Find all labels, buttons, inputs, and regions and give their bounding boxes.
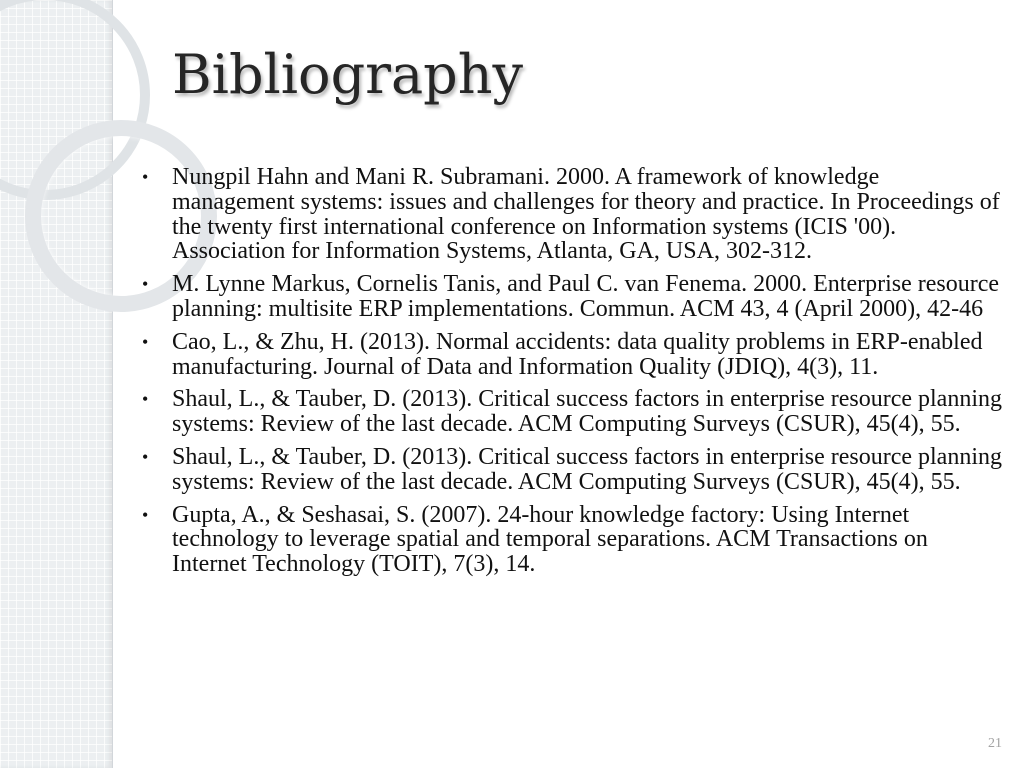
bibliography-entry bbox=[142, 386, 1006, 438]
bullet-icon: • bbox=[142, 504, 149, 525]
bibliography-list bbox=[142, 164, 1006, 585]
bibliography-entry bbox=[142, 443, 1006, 495]
reference-text: M. Lynne Markus, Cornelis Tanis, and Paul C. van Fenema. 2000. Enterprise resource planning: multisite ERP implementations. Commun. ACM 43, 4 (April 2000), 42-46 bbox=[172, 271, 1000, 322]
bullet-icon: • bbox=[142, 446, 149, 467]
reference-text: Nungpil Hahn and Mani R. Subramani. 2000. A framework of knowledge management systems: issues and challenges for theory and practice. In Proceedings of the twenty first international conference on Information systems (ICIS '00). Association for Information Systems, Atlanta, GA, USA, 302-312. bbox=[172, 164, 1000, 265]
bibliography-entry bbox=[142, 501, 1006, 578]
bibliography-entry bbox=[142, 164, 1006, 265]
reference-text: Cao, L., & Zhu, H. (2013). Normal accidents: data quality problems in ERP-enabled manufacturing. Journal of Data and Information Quality (JDIQ), 4(3), 11. bbox=[172, 328, 983, 380]
slide-number: 21 bbox=[988, 736, 1002, 751]
reference-text: Shaul, L., & Tauber, D. (2013). Critical success factors in enterprise resource planning systems: Review of the last decade. ACM Computing Surveys (CSUR), 45(4), 55. bbox=[172, 386, 1003, 438]
bullet-icon: • bbox=[142, 274, 149, 295]
bullet-icon: • bbox=[142, 389, 149, 410]
bullet-icon: • bbox=[142, 167, 149, 187]
slide-title: Bibliography bbox=[172, 43, 523, 106]
bullet-icon: • bbox=[142, 331, 149, 352]
bibliography-entry bbox=[142, 328, 1006, 380]
reference-text: Gupta, A., & Seshasai, S. (2007). 24-hour knowledge factory: Using Internet technology to leverage spatial and temporal separations. ACM Transactions on Internet Technology (TOIT), 7(3), 14. bbox=[172, 501, 928, 578]
reference-text: Shaul, L., & Tauber, D. (2013). Critical success factors in enterprise resource planning systems: Review of the last decade. ACM Computing Surveys (CSUR), 45(4), 55. bbox=[172, 443, 1003, 495]
bibliography-entry bbox=[142, 271, 1006, 322]
